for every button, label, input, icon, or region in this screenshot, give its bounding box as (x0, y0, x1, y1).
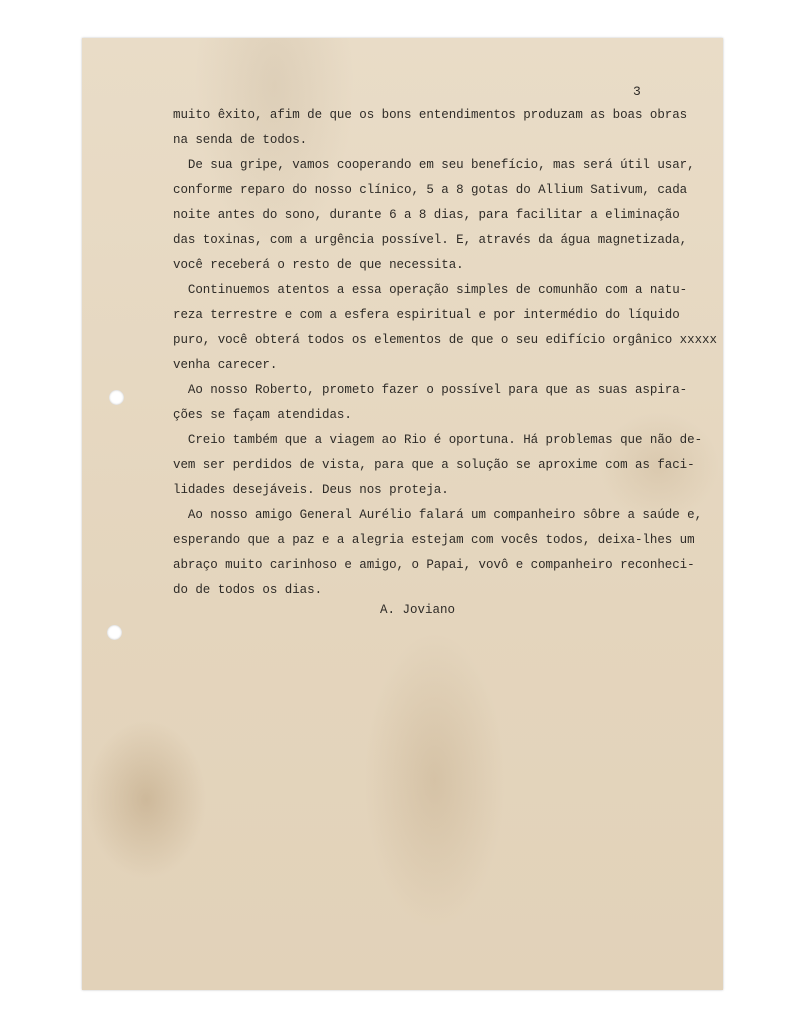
text-line: Creio também que a viagem ao Rio é oportuna. Há problemas que não de- (173, 433, 703, 447)
text-line: reza terrestre e com a esfera espiritual e por intermédio do líquido (173, 308, 680, 322)
text-line: ções se façam atendidas. (173, 408, 352, 422)
text-line: você receberá o resto de que necessita. (173, 258, 464, 272)
text-line: noite antes do sono, durante 6 a 8 dias, para facilitar a eliminação (173, 208, 680, 222)
text-line: das toxinas, com a urgência possível. E, através da água magnetizada, (173, 233, 688, 247)
text-line: lidades desejáveis. Deus nos proteja. (173, 483, 449, 497)
punch-hole (109, 390, 124, 405)
text-line: venha carecer. (173, 358, 278, 372)
text-line: vem ser perdidos de vista, para que a solução se aproxime com as faci- (173, 458, 695, 472)
page-number: 3 (633, 84, 641, 99)
text-line: Ao nosso amigo General Aurélio falará um companheiro sôbre a saúde e, (173, 508, 703, 522)
text-line: De sua gripe, vamos cooperando em seu benefício, mas será útil usar, (173, 158, 695, 172)
punch-hole (107, 625, 122, 640)
text-line: abraço muito carinhoso e amigo, o Papai, vovô e companheiro reconheci- (173, 558, 695, 572)
text-line: puro, você obterá todos os elementos de que o seu edifício orgânico xxxxx (173, 333, 717, 347)
text-line: esperando que a paz e a alegria estejam com vocês todos, deixa-lhes um (173, 533, 695, 547)
signature: A. Joviano (380, 603, 456, 617)
text-line: do de todos os dias. (173, 583, 323, 597)
text-line: Ao nosso Roberto, prometo fazer o possível para que as suas aspira- (173, 383, 688, 397)
text-line: muito êxito, afim de que os bons entendimentos produzam as boas obras (173, 108, 688, 122)
text-line: conforme reparo do nosso clínico, 5 a 8 gotas do Allium Sativum, cada (173, 183, 688, 197)
text-line: na senda de todos. (173, 133, 308, 147)
text-line: Continuemos atentos a essa operação simples de comunhão com a natu- (173, 283, 688, 297)
